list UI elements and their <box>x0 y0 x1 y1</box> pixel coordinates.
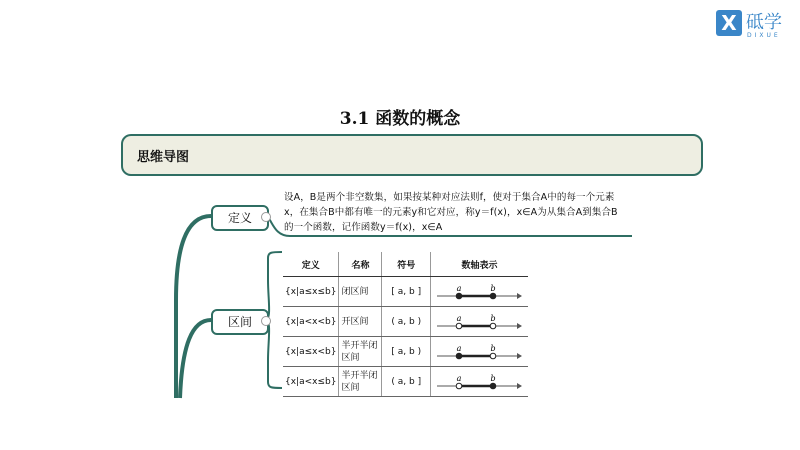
endpoint-label-a: a <box>456 343 462 353</box>
logo-mark-icon: X <box>716 10 742 36</box>
endpoint-label-b: b <box>490 313 496 323</box>
endpoint-a-closed <box>456 353 462 359</box>
row-number-line <box>431 307 528 337</box>
number-line <box>433 371 525 393</box>
row-number-line <box>431 277 528 307</box>
row-definition: {x|a≤x≤b} <box>283 277 339 307</box>
header-number-line: 数轴表示 <box>431 252 528 277</box>
row-name: 闭区间 <box>339 277 382 307</box>
row-symbol: ( a, b ] <box>382 367 431 397</box>
interval-branch <box>180 320 211 398</box>
row-symbol: [ a, b ) <box>382 337 431 367</box>
endpoint-b-open <box>490 323 496 329</box>
number-line <box>433 341 525 363</box>
endpoint-a-open <box>456 323 462 329</box>
endpoint-a-open <box>456 383 462 389</box>
axis-arrow <box>517 353 522 359</box>
row-number-line <box>431 337 528 367</box>
logo-text: 砥学 <box>746 12 782 33</box>
endpoint-label-b: b <box>490 373 496 383</box>
endpoint-b-open <box>490 353 496 359</box>
endpoint-label-b: b <box>490 283 496 293</box>
row-name: 开区间 <box>339 307 382 337</box>
endpoint-label-b: b <box>490 343 496 353</box>
row-symbol: [ a, b ] <box>382 277 431 307</box>
header-name: 名称 <box>339 252 382 277</box>
interval-table-header <box>283 252 528 277</box>
logo-subtext: DIXUE <box>747 32 781 39</box>
header-symbol: 符号 <box>382 252 431 277</box>
number-line <box>433 281 525 303</box>
row-number-line <box>431 367 528 397</box>
endpoint-label-a: a <box>456 283 462 293</box>
row-name: 半开半闭区间 <box>339 337 382 367</box>
interval-bracket <box>265 252 282 320</box>
endpoint-label-a: a <box>456 313 462 323</box>
interval-node-label: 区间 <box>227 315 252 329</box>
table-row <box>283 277 528 307</box>
definition-node-knot <box>261 212 271 222</box>
number-line <box>433 311 525 333</box>
endpoint-b-closed <box>490 383 496 389</box>
row-symbol: ( a, b ) <box>382 307 431 337</box>
table-row <box>283 367 528 397</box>
row-definition: {x|a≤x<b} <box>283 337 339 367</box>
table-row <box>283 307 528 337</box>
axis-arrow <box>517 383 522 389</box>
row-definition: {x|a<x≤b} <box>283 367 339 397</box>
definition-text: 设A，B是两个非空数集，如果按某种对应法则f，使对于集合A中的每一个元素x，在集合B中都有唯一的元素y和它对应，称y＝f(x)，x∈A为从集合A到集合B的一个函数，记作函数y＝f(x)，x∈A <box>284 192 618 233</box>
endpoint-b-closed <box>490 293 496 299</box>
table-row <box>283 337 528 367</box>
section-banner-label: 思维导图 <box>137 150 190 165</box>
row-definition: {x|a<x<b} <box>283 307 339 337</box>
axis-arrow <box>517 293 522 299</box>
interval-node-knot <box>261 316 271 326</box>
row-name: 半开半闭区间 <box>339 367 382 397</box>
interval-table <box>283 252 528 397</box>
axis-arrow <box>517 323 522 329</box>
page-title: 3.1 函数的概念 <box>339 109 461 129</box>
endpoint-label-a: a <box>456 373 462 383</box>
header-definition: 定义 <box>283 252 339 277</box>
endpoint-a-closed <box>456 293 462 299</box>
definition-node-label: 定义 <box>227 211 252 225</box>
